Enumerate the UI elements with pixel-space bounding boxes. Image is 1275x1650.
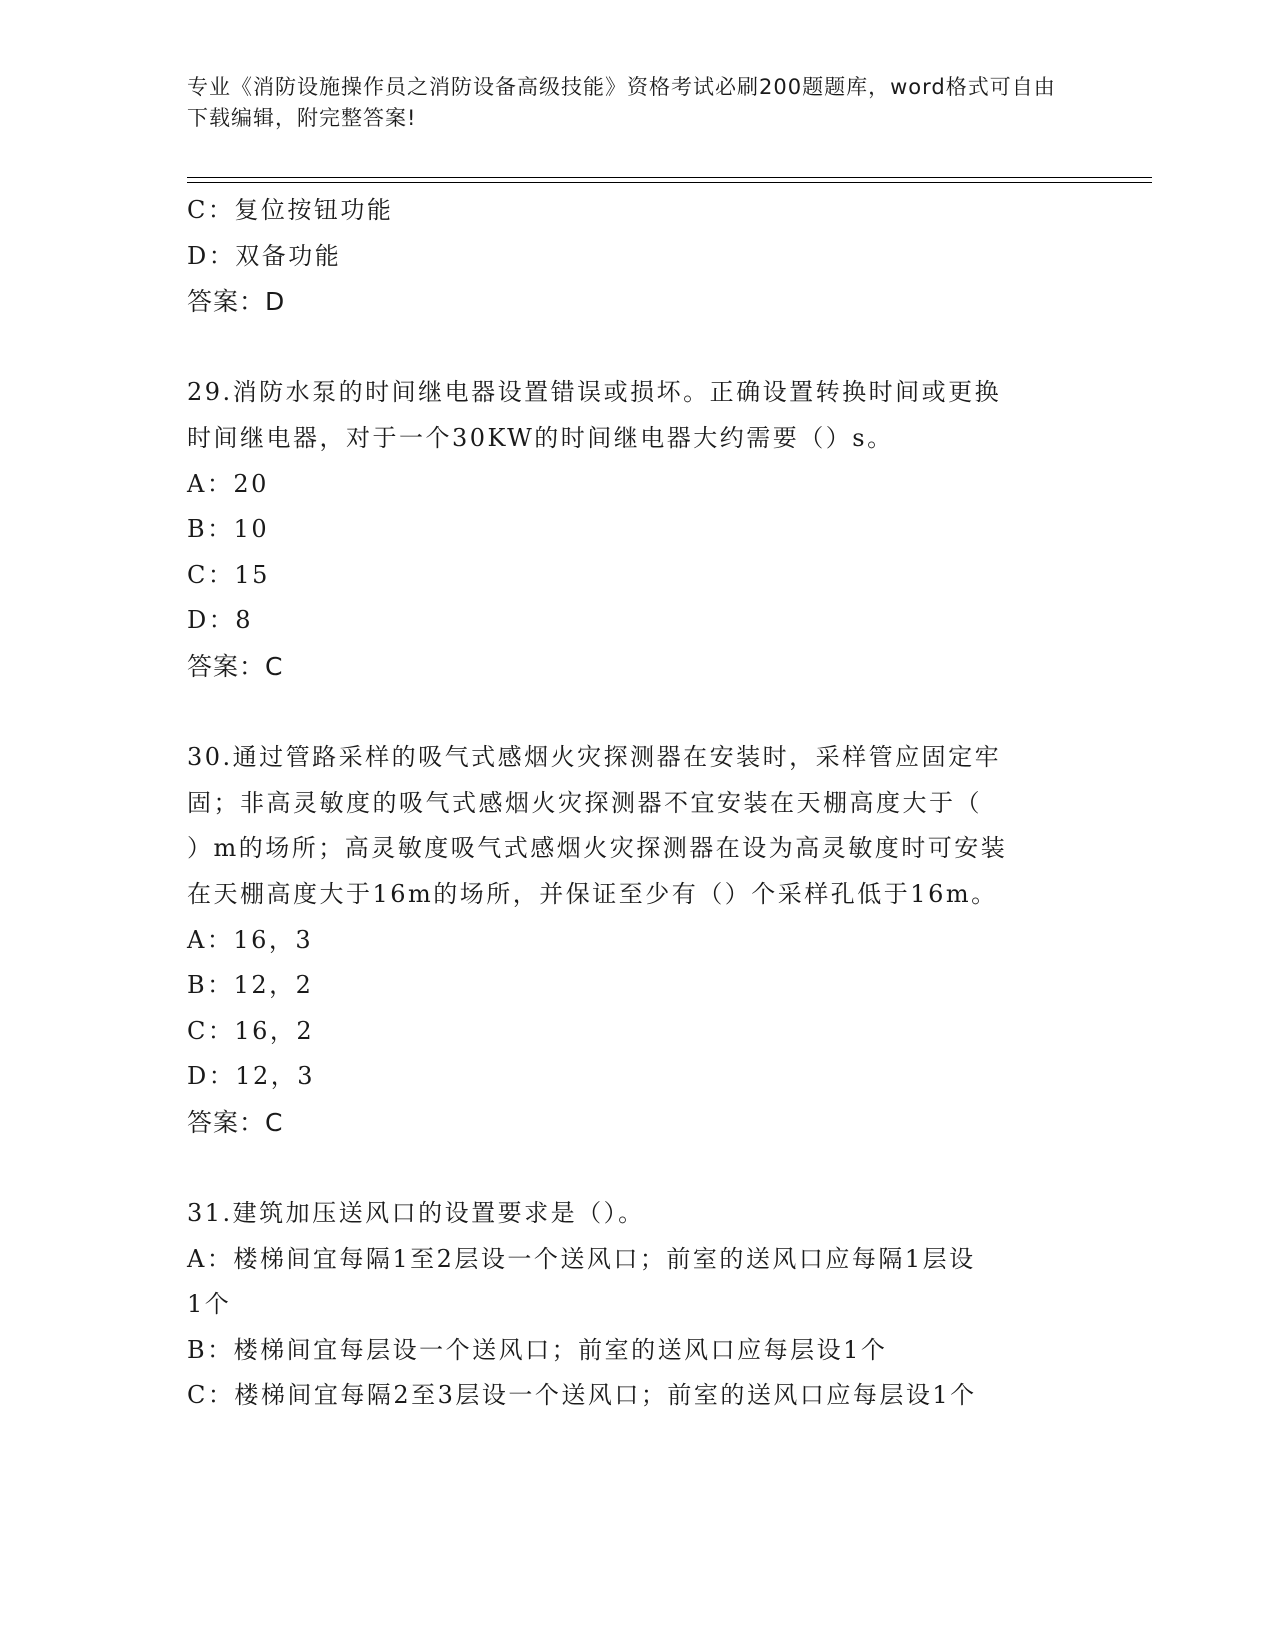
option-d: D：12，3 — [187, 1062, 316, 1091]
document-header: 专业《消防设施操作员之消防设备高级技能》资格考试必刷200题题库，word格式可自由下载编辑，附完整答案! — [187, 75, 1056, 130]
option-d: D：8 — [187, 606, 254, 635]
question-28-tail — [187, 188, 1087, 325]
option-b: B：楼梯间宜每层设一个送风口；前室的送风口应每层设1个 — [187, 1335, 888, 1364]
answer: 答案：C — [187, 1107, 284, 1137]
spacer — [187, 325, 1087, 371]
answer: 答案：D — [187, 287, 286, 317]
option-a-continued: 1个 — [187, 1290, 232, 1319]
option-b: B：10 — [187, 515, 270, 544]
spacer — [187, 690, 1087, 736]
option-a: A：16，3 — [187, 925, 314, 954]
option-d: D：双备功能 — [187, 241, 342, 270]
question-text: 30.通过管路采样的吸气式感烟火灾探测器在安装时，采样管应固定牢 — [187, 743, 1002, 772]
question-text: 时间继电器，对于一个30KW的时间继电器大约需要（）s。 — [187, 423, 894, 452]
spacer — [187, 1145, 1087, 1191]
option-c: C：16，2 — [187, 1016, 315, 1045]
question-text: 固；非高灵敏度的吸气式感烟火灾探测器不宜安装在天棚高度大于（ — [187, 788, 982, 817]
question-29 — [187, 370, 1087, 689]
question-30 — [187, 735, 1087, 1145]
question-31 — [187, 1191, 1087, 1419]
question-text: 在天棚高度大于16m的场所，并保证至少有（）个采样孔低于16m。 — [187, 879, 998, 908]
answer: 答案：C — [187, 651, 284, 681]
header-divider-top — [187, 177, 1152, 178]
option-a: A：20 — [187, 469, 269, 498]
option-b: B：12，2 — [187, 971, 314, 1000]
question-text: 29.消防水泵的时间继电器设置错误或损坏。正确设置转换时间或更换 — [187, 378, 1002, 407]
question-content — [187, 188, 1087, 1419]
option-c: C：楼梯间宜每隔2至3层设一个送风口；前室的送风口应每层设1个 — [187, 1381, 977, 1410]
header-divider-bottom — [187, 182, 1152, 183]
question-text: 31.建筑加压送风口的设置要求是（）。 — [187, 1199, 645, 1228]
option-c: C：复位按钮功能 — [187, 196, 394, 224]
option-c: C：15 — [187, 560, 270, 589]
option-a: A：楼梯间宜每隔1至2层设一个送风口；前室的送风口应每隔1层设 — [187, 1244, 976, 1273]
question-text: ）m的场所；高灵敏度吸气式感烟火灾探测器在设为高灵敏度时可安装 — [187, 834, 1008, 863]
